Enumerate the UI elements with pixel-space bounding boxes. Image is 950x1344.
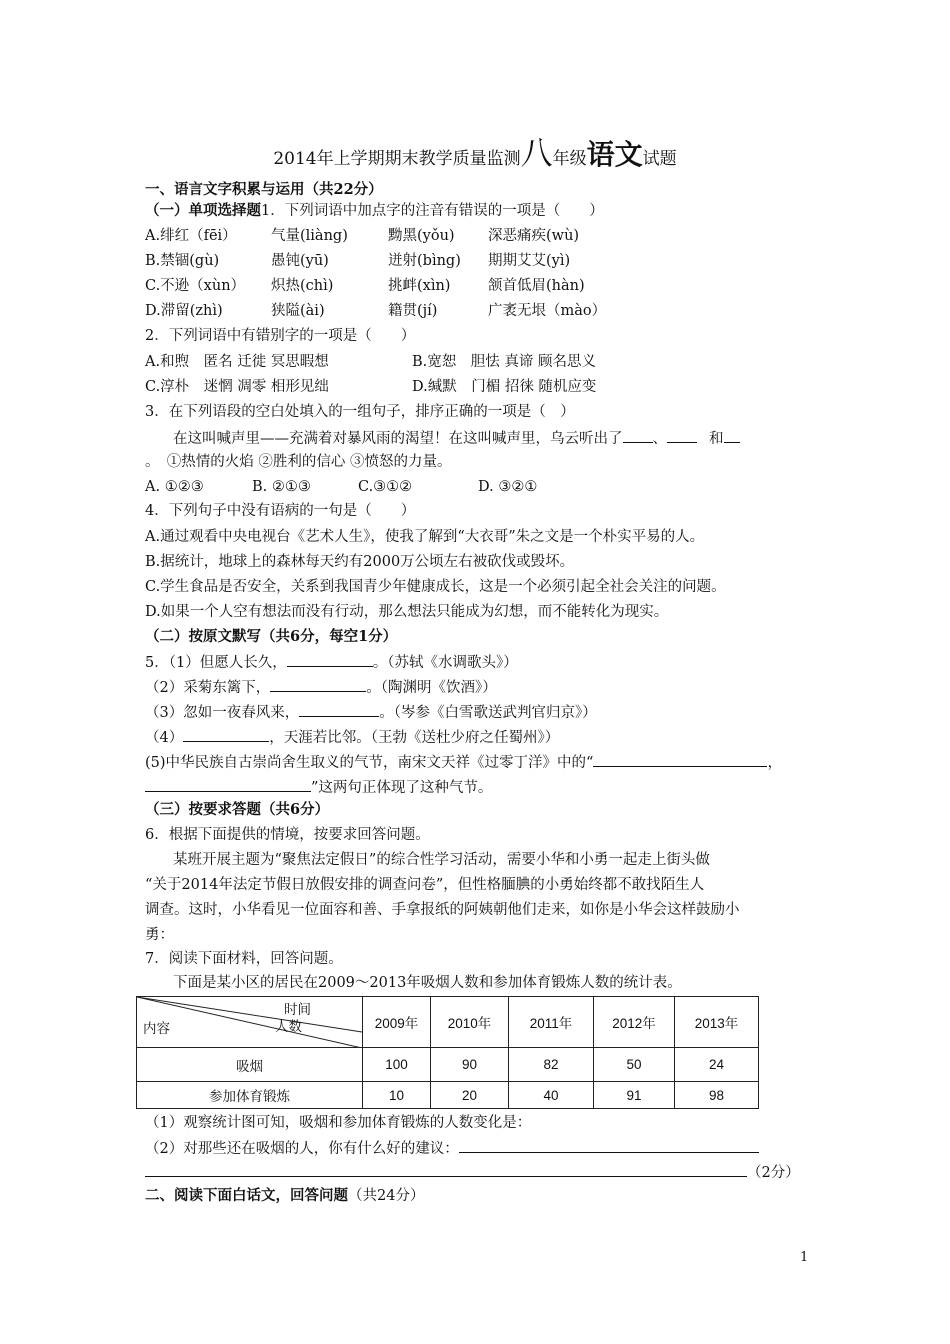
table-cell: 50 xyxy=(594,1048,675,1082)
q4-option-d: D.如果一个人空有想法而没有行动，那么想法只能成为幻想，而不能转化为现实。 xyxy=(145,604,669,620)
table-diagonal-header xyxy=(137,997,363,1048)
table-cell: 90 xyxy=(431,1048,509,1082)
q5-line1 xyxy=(145,652,518,672)
q3-blank-3[interactable] xyxy=(724,428,740,443)
q2-option-b: B.宽恕 胆怯 真谛 顾名思义 xyxy=(412,354,596,370)
q1-opt-c4: 颔首低眉(hàn) xyxy=(488,278,585,294)
q1-line xyxy=(145,202,604,220)
q7-intro: 下面是某小区的居民在2009～2013年吸烟人数和参加体育锻炼人数的统计表。 xyxy=(173,975,682,991)
year-header: 2013年 xyxy=(675,997,759,1048)
q7-sub2: （2）对那些还在吸烟的人，你有什么好的建议： xyxy=(145,1141,459,1157)
q4-option-c: C.学生食品是否安全，关系到我国青少年健康成长，这是一个必须引起全社会关注的问题。 xyxy=(145,579,726,595)
statistics-table xyxy=(136,996,759,1109)
table-header-row xyxy=(137,997,759,1048)
q3-option-c: C.③①② xyxy=(358,479,413,495)
q1-opt-d3: 籍贯(jí) xyxy=(388,303,438,319)
table-cell: 20 xyxy=(431,1082,509,1109)
q3-sep: 、 xyxy=(652,431,667,447)
q1-opt-b1: B.禁锢(gù) xyxy=(145,253,220,269)
q5-l1a: 5．（1）但愿人长久， xyxy=(145,655,287,671)
exam-title xyxy=(0,133,950,173)
q6-stem: 6．根据下面提供的情境，按要求回答问题。 xyxy=(145,827,430,843)
q1-opt-b2: 愚钝(yū) xyxy=(271,253,329,269)
q5-blank-4[interactable] xyxy=(183,727,269,742)
q5-l2a: （2）采菊东篱下， xyxy=(145,680,271,696)
q1-opt-a2: 气量(liàng) xyxy=(271,228,348,244)
q5-l3b: 。（岑参《白雪歌送武判官归京》） xyxy=(379,705,597,721)
year-header: 2011年 xyxy=(509,997,594,1048)
q2-option-a: A.和煦 匿名 迁徙 冥思暇想 xyxy=(145,354,329,370)
q3-option-a: A. ①②③ xyxy=(145,479,204,495)
q1-opt-c1: C.不逊（xùn） xyxy=(145,278,246,294)
q4-option-b: B.据统计，地球上的森林每天约有2000万公顷左右被砍伐或毁坏。 xyxy=(145,554,575,570)
table-cell: 100 xyxy=(363,1048,431,1082)
q1-opt-b3: 迸射(bìng) xyxy=(388,253,461,269)
q2-stem: 2．下列词语中有错别字的一项是（ ） xyxy=(145,328,416,344)
q5-line4 xyxy=(145,727,559,747)
q1-opt-d1: D.滞留(zhì) xyxy=(145,303,223,319)
table-cell: 10 xyxy=(363,1082,431,1109)
header-time: 时间 xyxy=(284,1002,311,1017)
section2-heading xyxy=(145,1187,424,1205)
q2-option-d: D.缄默 门楣 招徕 随机应变 xyxy=(412,379,597,395)
q5-l5a: (5)中华民族自古崇尚舍生取义的气节，南宋文天祥《过零丁洋》中的“ xyxy=(145,755,594,771)
q1-opt-a1: A.绯红（fēi） xyxy=(145,228,237,244)
year-header: 2010年 xyxy=(431,997,509,1048)
section2-heading-score: （共24分） xyxy=(348,1188,425,1204)
q6-para-2: “关于2014年法定节假日放假安排的调查问卷”，但性格腼腆的小勇始终都不敢找陌生人 xyxy=(145,877,705,893)
q6-para-4: 勇： xyxy=(145,927,174,943)
q5-line6 xyxy=(145,777,492,797)
q7-sub2-line xyxy=(145,1138,759,1158)
section2-heading-bold: 二、阅读下面白话文，回答问题 xyxy=(145,1187,348,1204)
q1-opt-c3: 挑衅(xìn) xyxy=(388,278,451,294)
title-part3: 试题 xyxy=(642,149,677,169)
q5-blank-2[interactable] xyxy=(270,677,366,692)
q5-l5b: ， xyxy=(767,755,782,771)
q1-opt-d4: 广袤无垠（mào） xyxy=(488,303,607,319)
q3-option-d: D. ③②① xyxy=(478,479,538,495)
table-row xyxy=(137,1082,759,1109)
q5-blank-3[interactable] xyxy=(299,702,379,717)
q1-stem: 1．下列词语中加点字的注音有错误的一项是（ ） xyxy=(261,203,604,219)
table-cell: 82 xyxy=(509,1048,594,1082)
title-part2: 年级 xyxy=(552,149,587,169)
table-row xyxy=(137,1048,759,1082)
q5-l1b: 。（苏轼《水调歌头》） xyxy=(372,655,518,671)
q5-l2b: 。（陶渊明《饮酒》） xyxy=(366,680,497,696)
section1-heading: 一、语言文字积累与运用（共22分） xyxy=(145,181,383,198)
q3-blank-1[interactable] xyxy=(623,428,653,443)
q5-blank-1[interactable] xyxy=(287,652,373,667)
title-grade: 八 xyxy=(520,134,553,172)
q4-option-a: A.通过观看中央电视台《艺术人生》，使我了解到“大衣哥”朱之文是一个朴实平易的人。 xyxy=(145,529,705,545)
q5-l6: ”这两句正体现了这种气节。 xyxy=(311,780,493,796)
q3-stem: 3．在下列语段的空白处填入的一组句子，排序正确的一项是（ ） xyxy=(145,404,575,420)
q2-option-c: C.淳朴 迷惘 凋零 相形见绌 xyxy=(145,379,329,395)
q3-and: 和 xyxy=(709,431,724,447)
q1-opt-d2: 狭隘(ài) xyxy=(271,303,325,319)
q7-answer-line xyxy=(145,1162,800,1182)
diagonal-lines xyxy=(137,997,362,1048)
row-label: 吸烟 xyxy=(137,1048,363,1082)
q3-passage-line1 xyxy=(173,428,740,448)
title-subject: 语文 xyxy=(586,138,643,171)
year-header: 2012年 xyxy=(594,997,675,1048)
q5-blank-6[interactable] xyxy=(145,777,311,792)
q3-blank-2[interactable] xyxy=(667,428,697,443)
sub2-heading: （二）按原文默写（共6分，每空1分） xyxy=(145,628,398,645)
page-number: 1 xyxy=(800,1250,809,1265)
q6-para-1: 某班开展主题为“聚焦法定假日”的综合性学习活动，需要小华和小勇一起走上街头做 xyxy=(173,852,710,868)
q7-score: （2分） xyxy=(747,1165,800,1181)
sub3-heading: （三）按要求答题（共6分） xyxy=(145,801,330,818)
year-header: 2009年 xyxy=(363,997,431,1048)
table-cell: 40 xyxy=(509,1082,594,1109)
q5-l4a: （4） xyxy=(145,730,184,746)
q7-answer-blank-2[interactable] xyxy=(145,1162,747,1177)
sub1-label: （一）单项选择题 xyxy=(145,202,261,219)
row-label: 参加体育锻炼 xyxy=(137,1082,363,1109)
q5-blank-5[interactable] xyxy=(593,752,767,767)
q6-para-3: 调查。这时，小华看见一位面容和善、手拿报纸的阿姨朝他们走来，如你是小华会这样鼓励小 xyxy=(145,902,740,918)
q3-passage-a: 在这叫喊声里——充满着对暴风雨的渴望！在这叫喊声里，乌云听出了 xyxy=(173,431,623,447)
title-part1: 2014年上学期期末教学质量监测 xyxy=(273,149,521,169)
q4-stem: 4．下列句子中没有语病的一句是（ ） xyxy=(145,503,416,519)
q1-opt-b4: 期期艾艾(yì) xyxy=(488,253,571,269)
q5-l3a: （3）忽如一夜春风来， xyxy=(145,705,300,721)
q1-opt-a3: 黝黑(yǒu) xyxy=(388,228,455,244)
q7-sub1: （1）观察统计图可知，吸烟和参加体育锻炼的人数变化是： xyxy=(145,1115,532,1131)
header-content: 内容 xyxy=(143,1021,170,1036)
q1-opt-a4: 深恶痛疾(wù) xyxy=(488,228,580,244)
q3-passage-line2: 。 ①热情的火焰 ②胜利的信心 ③愤怒的力量。 xyxy=(145,454,452,470)
q1-opt-c2: 炽热(chì) xyxy=(271,278,334,294)
q3-option-b: B. ②①③ xyxy=(252,479,311,495)
q5-line5 xyxy=(145,752,782,772)
q7-answer-blank-1[interactable] xyxy=(459,1138,759,1153)
q7-stem: 7．阅读下面材料，回答问题。 xyxy=(145,951,343,967)
header-count: 人数 xyxy=(275,1019,302,1034)
table-cell: 24 xyxy=(675,1048,759,1082)
table-cell: 91 xyxy=(594,1082,675,1109)
q5-l4b: ，天涯若比邻。（王勃《送杜少府之任蜀州》） xyxy=(269,730,560,746)
table-cell: 98 xyxy=(675,1082,759,1109)
q5-line2 xyxy=(145,677,497,697)
q5-line3 xyxy=(145,702,597,722)
